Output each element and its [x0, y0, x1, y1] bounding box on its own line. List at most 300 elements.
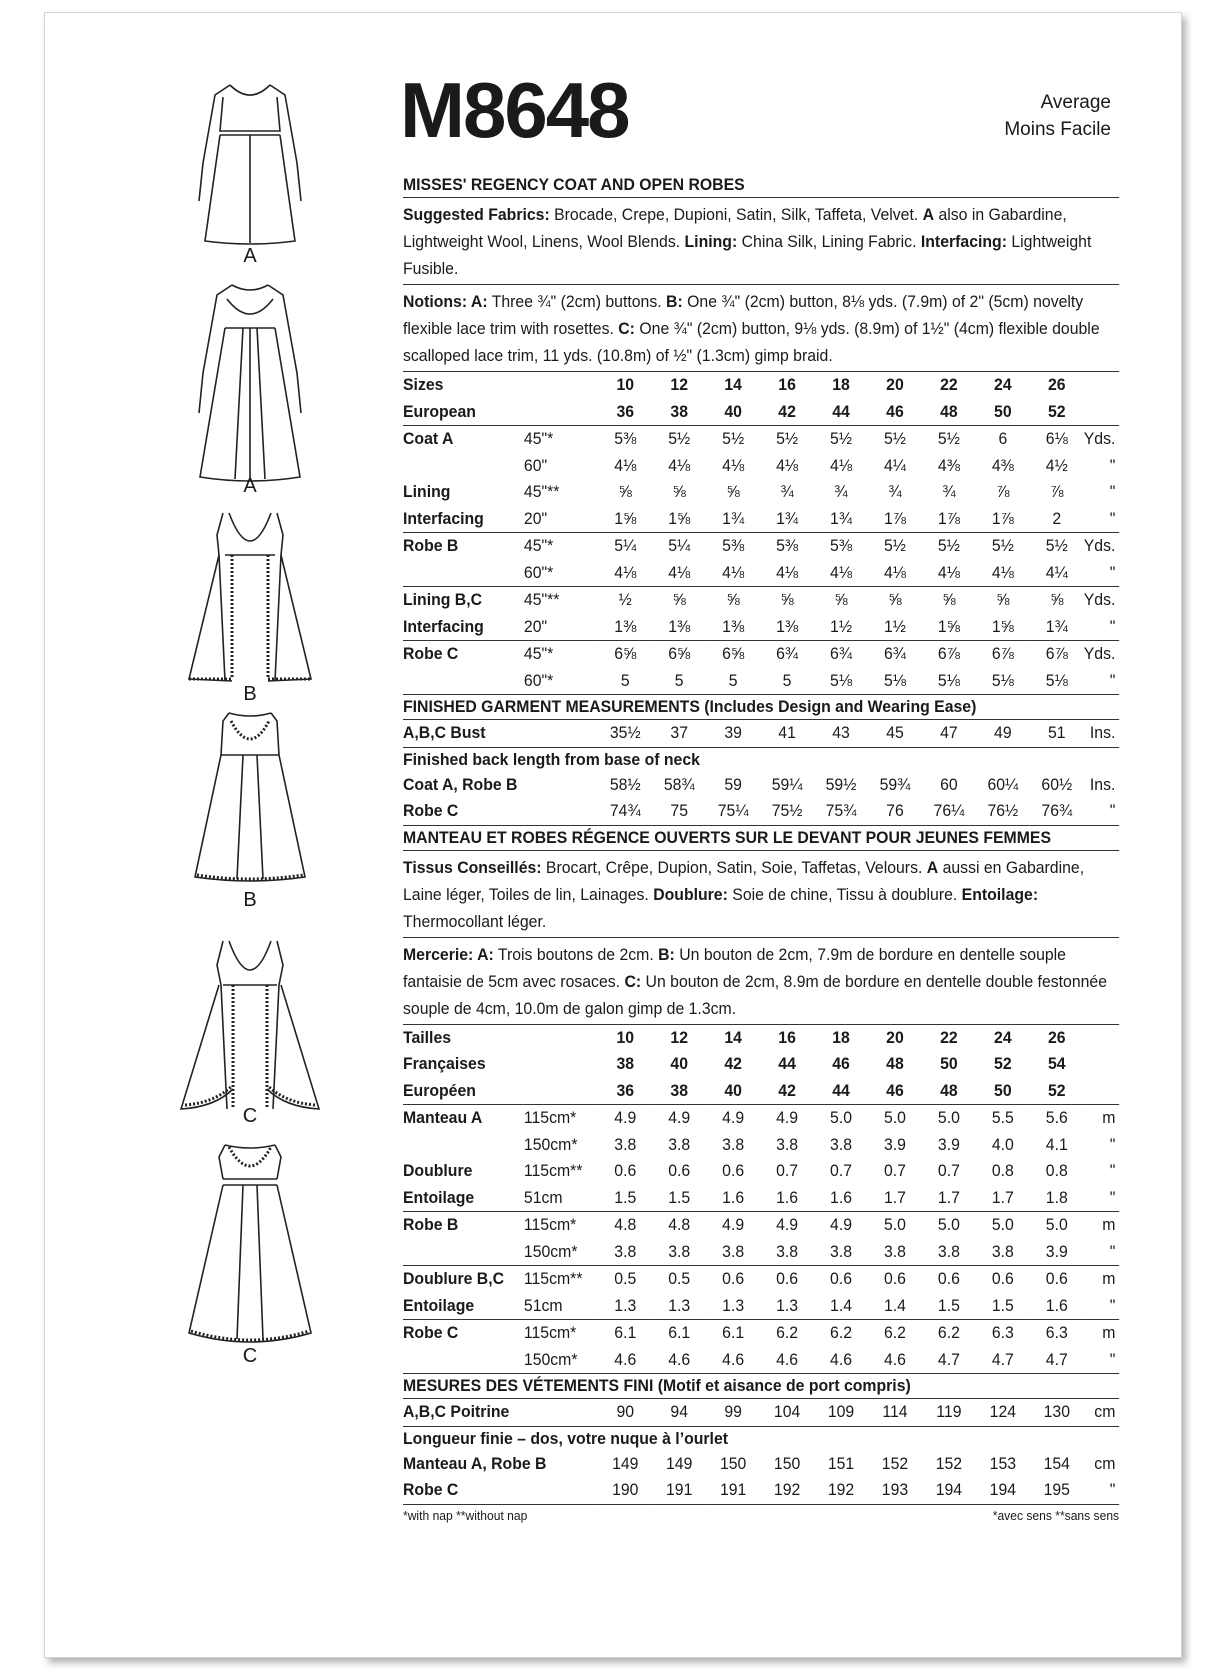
difficulty-english: Average	[1040, 92, 1111, 113]
size-header-row	[403, 1051, 1119, 1078]
yardage-value: 6	[998, 429, 1008, 448]
yardage-value: 1.6	[1030, 1293, 1084, 1320]
measurement-value: 60½	[1041, 774, 1073, 794]
fabric-width: 51cm	[524, 1185, 598, 1212]
yardage-value: 6⅛	[1045, 429, 1068, 448]
measurement-value: 75	[652, 798, 706, 825]
row-label: Robe C	[403, 798, 598, 825]
garment-illustrations	[165, 83, 335, 1403]
unit-label: "	[1084, 1477, 1119, 1504]
yardage-group	[403, 1320, 1119, 1374]
measurement-value: 119	[922, 1399, 976, 1426]
yardage-value: 5.0	[883, 1215, 906, 1234]
pattern-info	[403, 173, 1119, 1525]
measurement-value: 153	[989, 1453, 1017, 1473]
row-label: European	[403, 399, 598, 426]
yardage-value: 5⅛	[922, 668, 976, 695]
english-notions	[403, 285, 1119, 372]
notions-text: Un bouton de 2cm, 8.9m de bordure en dentelle double festonnée souple de 4cm, 10.0m de galon gimp de 1.3cm.	[403, 971, 1108, 1018]
yardage-value: 6.2	[937, 1323, 960, 1342]
yardage-value: 6.3	[991, 1323, 1014, 1342]
yardage-value: 1¾	[1030, 614, 1084, 641]
yardage-value: 4⅛	[722, 455, 745, 475]
view-c-label: C:	[624, 971, 642, 991]
yardage-value: 5⅛	[868, 668, 922, 695]
unit-label: Yds.	[1083, 590, 1116, 609]
yardage-value: 5⅜	[722, 536, 745, 555]
measurement-value: 49	[976, 720, 1030, 747]
measurement-value: 190	[598, 1477, 652, 1504]
yardage-value: 1.3	[706, 1293, 760, 1320]
measurement-value: 124	[976, 1399, 1030, 1426]
notions-text: One ¾" (2cm) button, 9⅛ yds. (8.9m) of 1½" (4cm) flexible double scalloped lace trim, 11 yds. (10.8m) of ½" (1.3cm) gimp braid.	[403, 319, 1100, 365]
yardage-value: 6.1	[614, 1323, 637, 1342]
yardage-row	[403, 1347, 1119, 1374]
yardage-row	[403, 506, 1119, 533]
unit-label: "	[1109, 1134, 1116, 1154]
yardage-value: 5	[760, 668, 814, 695]
fabric-width: 115cm*	[523, 1323, 577, 1342]
yardage-value: 4¼	[1030, 560, 1084, 587]
yardage-value: ⅝	[1050, 590, 1064, 609]
unit-label: Yds.	[1083, 429, 1116, 448]
yardage-value: 0.7	[830, 1161, 853, 1180]
yardage-row	[403, 1185, 1119, 1212]
yardage-value: 4⅛	[868, 560, 922, 587]
yardage-value: 5½	[668, 429, 691, 448]
row-label: Européen	[403, 1078, 598, 1105]
measurement-value: 76¼	[922, 798, 976, 825]
size-value: 46	[832, 1054, 850, 1073]
unit-label: Ins.	[1084, 720, 1119, 747]
yardage-value: 3.9	[937, 1134, 960, 1154]
fabric-width: 20"	[524, 506, 598, 533]
notions-text: Three ¾" (2cm) buttons.	[487, 292, 667, 311]
measurement-value: 60¼	[987, 774, 1019, 794]
yardage-value: 2	[1030, 506, 1084, 533]
fabrics-text: Soie de chine, Tissu à doublure.	[727, 884, 962, 904]
yardage-value: 4⅛	[760, 560, 814, 587]
yardage-value: 0.8	[1045, 1161, 1068, 1180]
unit-label: "	[1084, 560, 1119, 587]
yardage-value: 4.7	[976, 1347, 1030, 1374]
yardage-value: 4⅛	[614, 455, 637, 475]
measurement-value: 37	[652, 720, 706, 747]
row-label: Interfacing	[403, 614, 524, 641]
size-value: 24	[994, 375, 1012, 394]
size-value: 22	[940, 1027, 958, 1047]
english-back-length-title: Finished back length from base of neck	[403, 749, 700, 769]
size-value: 14	[724, 375, 742, 394]
yardage-value: 5⅜	[776, 536, 799, 555]
yardage-value: ⅝	[672, 590, 686, 609]
yardage-value: 4.9	[614, 1108, 637, 1127]
yardage-value: 3.8	[868, 1239, 922, 1266]
measurement-value: 35½	[598, 720, 652, 747]
unit-label: "	[1084, 798, 1119, 825]
fabric-width: 60"*	[524, 668, 598, 695]
yardage-value: 1⅜	[598, 614, 652, 641]
yardage-row	[403, 426, 1119, 453]
yardage-row	[403, 1266, 1119, 1293]
yardage-value: 1⅝	[598, 506, 652, 533]
yardage-value: 4.9	[722, 1108, 745, 1127]
yardage-value: 1.8	[1030, 1185, 1084, 1212]
fabric-width: 115cm**	[523, 1161, 583, 1180]
yardage-value: 1.5	[976, 1293, 1030, 1320]
yardage-value: 4⅛	[668, 455, 691, 475]
measurement-value: 59¾	[879, 774, 911, 794]
yardage-value: 5.0	[937, 1215, 960, 1234]
fabric-width: 115cm*	[523, 1108, 577, 1127]
yardage-value: 0.7	[883, 1161, 906, 1180]
size-value: 42	[760, 1078, 814, 1105]
english-footnote: *with nap **without nap	[403, 1507, 528, 1523]
measurement-value: 193	[868, 1477, 922, 1504]
measurement-row	[403, 1399, 1119, 1426]
measurement-value: 59½	[825, 774, 857, 794]
french-yardage	[403, 1105, 1119, 1374]
size-value: 40	[706, 1078, 760, 1105]
measurement-value: 58¾	[663, 774, 695, 794]
view-label: C	[242, 1105, 258, 1127]
measurement-value: 90	[598, 1399, 652, 1426]
measurement-value: 94	[652, 1399, 706, 1426]
row-label: Doublure	[403, 1161, 473, 1180]
yardage-value: 5⅜	[830, 536, 853, 555]
fabric-width: 45"**	[523, 482, 560, 501]
yardage-value: ⅝	[942, 590, 956, 609]
yardage-value: 6¾	[883, 644, 906, 663]
row-label	[403, 668, 524, 695]
french-sizes-table	[403, 1025, 1119, 1106]
yardage-value: 0.5	[614, 1269, 637, 1288]
french-title: MANTEAU ET ROBES RÉGENCE OUVERTS SUR LE DEVANT POUR JEUNES FEMMES	[403, 826, 1119, 851]
size-value: 20	[886, 375, 904, 394]
measurement-value: 151	[827, 1453, 855, 1473]
yardage-value: ⅞	[996, 482, 1010, 501]
view-label: B	[243, 683, 257, 705]
yardage-value: 3.8	[776, 1134, 799, 1154]
row-label	[403, 560, 524, 587]
yardage-value: 4.6	[760, 1347, 814, 1374]
measurement-value: 194	[922, 1477, 976, 1504]
size-value: 48	[922, 399, 976, 426]
difficulty-french: Moins Facile	[1004, 119, 1111, 140]
measurement-value: 76½	[976, 798, 1030, 825]
lining-label: Lining:	[684, 232, 738, 251]
yardage-value: 4.9	[776, 1215, 799, 1234]
yardage-value: 3.8	[614, 1134, 637, 1154]
yardage-row	[403, 614, 1119, 641]
unit-cell	[1084, 1051, 1119, 1078]
size-value: 38	[652, 1078, 706, 1105]
yardage-value: 5.0	[830, 1108, 853, 1127]
yardage-value: 5.0	[883, 1108, 906, 1127]
size-value: 22	[940, 375, 958, 394]
size-value: 12	[670, 1027, 689, 1047]
yardage-value: 3.8	[976, 1239, 1030, 1266]
fabric-width: 115cm*	[523, 1215, 577, 1234]
view-c-back-drawing	[175, 1143, 325, 1347]
yardage-value: 4⅛	[706, 560, 760, 587]
unit-label: cm	[1094, 1453, 1116, 1473]
unit-label: m	[1102, 1269, 1116, 1288]
english-suggested-fabrics	[403, 198, 1119, 285]
measurement-row	[403, 798, 1119, 825]
yardage-value: 1.3	[598, 1293, 652, 1320]
yardage-row	[403, 560, 1119, 587]
yardage-value: 4⅛	[814, 560, 868, 587]
measurement-value: 149	[666, 1453, 693, 1473]
yardage-group	[403, 587, 1119, 641]
english-back-length-table	[403, 772, 1119, 826]
measurement-value: 192	[760, 1477, 814, 1504]
fabric-width: 150cm*	[524, 1239, 598, 1266]
yardage-value: 1⅝	[922, 614, 976, 641]
row-label	[403, 1132, 524, 1159]
yardage-value: 5½	[883, 429, 906, 448]
yardage-group	[403, 533, 1119, 587]
row-label: Robe C	[403, 1323, 459, 1342]
yardage-row	[403, 453, 1119, 480]
yardage-value: 3.8	[598, 1239, 652, 1266]
yardage-value: 3.8	[668, 1134, 691, 1154]
measurement-value: 51	[1030, 720, 1084, 747]
yardage-value: 5½	[937, 429, 960, 448]
yardage-value: ⅝	[672, 482, 686, 501]
measurement-value: 104	[760, 1399, 814, 1426]
interfacing-label: Entoilage:	[961, 884, 1039, 904]
view-b-label: B:	[666, 292, 683, 311]
row-label	[403, 1347, 524, 1374]
size-value: 50	[976, 1078, 1030, 1105]
yardage-row	[403, 1212, 1119, 1239]
view-a-back-drawing	[175, 283, 325, 483]
french-back-length-title: Longueur finie – dos, votre nuque à l’ourlet	[403, 1428, 729, 1448]
yardage-group	[403, 1105, 1119, 1212]
yardage-value: 3.8	[830, 1134, 853, 1154]
yardage-value: 3.8	[706, 1239, 760, 1266]
yardage-value: ⅝	[726, 590, 740, 609]
yardage-row	[403, 641, 1119, 668]
yardage-value: 1⅝	[976, 614, 1030, 641]
unit-label: "	[1084, 506, 1119, 533]
yardage-value: 1.6	[706, 1185, 760, 1212]
yardage-value: 6⅝	[668, 644, 691, 663]
view-a-label: A	[922, 205, 935, 224]
yardage-value: 0.6	[614, 1161, 637, 1180]
yardage-row	[403, 1132, 1119, 1159]
yardage-value: ¾	[834, 482, 848, 501]
yardage-value: 5¼	[614, 536, 637, 555]
french-measurements-title: MESURES DES VÉTEMENTS FINI (Motif et aisance de port compris)	[403, 1374, 1119, 1399]
unit-label: Ins.	[1089, 774, 1116, 794]
size-value: 16	[778, 375, 796, 394]
french-notions	[403, 938, 1119, 1025]
size-value: 38	[652, 399, 706, 426]
yardage-value: 1⅜	[652, 614, 706, 641]
yardage-value: 0.6	[1045, 1269, 1068, 1288]
fabric-width: 20"	[524, 614, 598, 641]
french-footnote: *avec sens **sans sens	[992, 1507, 1120, 1523]
yardage-value: 5⅛	[976, 668, 1030, 695]
yardage-value: 4.7	[1030, 1347, 1084, 1374]
measurement-value: 154	[1043, 1453, 1070, 1473]
yardage-value: 4.9	[776, 1108, 799, 1127]
row-label: Manteau A, Robe B	[403, 1453, 547, 1473]
row-label: Robe B	[403, 536, 459, 555]
view-a-label: A	[926, 857, 939, 877]
measurement-row	[403, 772, 1119, 799]
yardage-row	[403, 1105, 1119, 1132]
yardage-value: 1.6	[814, 1185, 868, 1212]
yardage-value: 1.4	[814, 1293, 868, 1320]
unit-label: "	[1084, 1293, 1119, 1320]
yardage-row	[403, 1320, 1119, 1347]
english-measurements-title: FINISHED GARMENT MEASUREMENTS (Includes Design and Wearing Ease)	[403, 695, 1119, 720]
notions-label: Notions: A:	[403, 292, 488, 311]
yardage-value: 4⅛	[830, 455, 853, 475]
yardage-value: 6⅞	[991, 644, 1014, 663]
size-value: 52	[994, 1054, 1012, 1073]
yardage-value: 4.8	[614, 1215, 637, 1234]
size-value: 40	[706, 399, 760, 426]
size-value: 54	[1047, 1054, 1066, 1073]
measurement-value: 74¾	[598, 798, 652, 825]
size-value: 10	[616, 1027, 635, 1047]
yardage-value: 1.4	[868, 1293, 922, 1320]
view-b-front-drawing	[175, 511, 325, 683]
yardage-value: 4⅛	[922, 560, 976, 587]
yardage-value: 1½	[868, 614, 922, 641]
yardage-value: 1¾	[760, 506, 814, 533]
yardage-value: 1.7	[976, 1185, 1030, 1212]
row-label	[403, 1239, 524, 1266]
yardage-value: 5½	[776, 429, 799, 448]
yardage-value: 0.6	[937, 1269, 960, 1288]
unit-label: "	[1084, 1347, 1119, 1374]
yardage-value: 5.0	[1045, 1215, 1068, 1234]
yardage-value: 5½	[991, 536, 1014, 555]
measurement-value: 130	[1030, 1399, 1084, 1426]
yardage-value: 4¼	[883, 455, 906, 475]
yardage-value: 6⅞	[937, 644, 960, 663]
unit-label: "	[1084, 614, 1119, 641]
yardage-value: 1¾	[814, 506, 868, 533]
unit-label: "	[1084, 668, 1119, 695]
unit-label: Yds.	[1083, 644, 1116, 663]
yardage-value: 4⅛	[598, 560, 652, 587]
view-label: A	[243, 245, 257, 267]
yardage-value: 4.6	[652, 1347, 706, 1374]
unit-label: m	[1102, 1323, 1116, 1342]
unit-cell	[1084, 399, 1119, 426]
yardage-value: 4⅛	[652, 560, 706, 587]
yardage-value: 5	[706, 668, 760, 695]
fabrics-label: Tissus Conseillés:	[403, 857, 542, 877]
yardage-value: 0.6	[776, 1269, 799, 1288]
yardage-value: 1⅜	[706, 614, 760, 641]
yardage-row	[403, 533, 1119, 560]
view-label: B	[243, 889, 257, 911]
row-label: Entoilage	[403, 1185, 524, 1212]
measurement-row	[403, 1477, 1119, 1504]
yardage-value: 6¾	[776, 644, 799, 663]
yardage-group	[403, 1266, 1119, 1320]
yardage-value: 4.6	[598, 1347, 652, 1374]
row-label: Doublure B,C	[403, 1269, 505, 1288]
row-label: Lining	[403, 482, 451, 501]
size-header-row	[403, 372, 1119, 399]
yardage-value: 1.3	[760, 1293, 814, 1320]
yardage-value: 3.8	[814, 1239, 868, 1266]
size-value: 50	[940, 1054, 958, 1073]
yardage-group	[403, 641, 1119, 695]
fabrics-text: China Silk, Lining Fabric.	[737, 232, 921, 251]
row-label: Coat A	[403, 429, 454, 448]
unit-label: "	[1084, 1185, 1119, 1212]
view-c-front-drawing	[175, 939, 325, 1115]
yardage-value: 5	[598, 668, 652, 695]
size-value: 38	[616, 1054, 635, 1073]
row-label: A,B,C Bust	[403, 720, 598, 747]
french-bust-table	[403, 1399, 1119, 1427]
measurement-value: 99	[706, 1399, 760, 1426]
measurement-value: 75¾	[814, 798, 868, 825]
size-header-row	[403, 399, 1119, 426]
english-title: MISSES' REGENCY COAT AND OPEN ROBES	[403, 173, 1119, 198]
unit-label: "	[1109, 482, 1116, 501]
size-value: 26	[1047, 1027, 1066, 1047]
row-label: Tailles	[403, 1027, 452, 1047]
yardage-value: 1.5	[922, 1293, 976, 1320]
yardage-value: 1⅝	[652, 506, 706, 533]
yardage-value: 5.0	[991, 1215, 1014, 1234]
size-value: 48	[922, 1078, 976, 1105]
size-value: 14	[724, 1027, 742, 1047]
yardage-value: 5.5	[991, 1108, 1014, 1127]
yardage-value: 5¼	[668, 536, 691, 555]
row-label: Robe B	[403, 1215, 459, 1234]
yardage-value: 1⅞	[868, 506, 922, 533]
yardage-value: 3.9	[1030, 1239, 1084, 1266]
view-label: C	[242, 1345, 258, 1367]
yardage-value: ⅝	[888, 590, 902, 609]
measurement-value: 58½	[609, 774, 641, 794]
yardage-row	[403, 479, 1119, 506]
view-b-back-drawing	[175, 711, 325, 883]
yardage-value: 0.6	[830, 1269, 853, 1288]
yardage-value: 4.6	[706, 1347, 760, 1374]
yardage-value: 6.1	[668, 1323, 691, 1342]
yardage-value: 6⅝	[722, 644, 745, 663]
size-value: 12	[670, 375, 689, 394]
yardage-value: 4⅛	[776, 455, 799, 475]
notions-text: One ¾" (2cm) button, 8⅛ yds. (7.9m) of 2" (5cm) novelty flexible lace trim with rosettes.	[403, 292, 1084, 338]
yardage-value: 0.6	[722, 1161, 745, 1180]
yardage-value: 3.8	[760, 1239, 814, 1266]
size-value: 16	[778, 1027, 796, 1047]
yardage-value: 5⅛	[1030, 668, 1084, 695]
view-label: A	[243, 475, 257, 497]
yardage-value: 1¾	[706, 506, 760, 533]
unit-label: m	[1102, 1215, 1116, 1234]
yardage-value: 4.6	[868, 1347, 922, 1374]
yardage-value: 0.5	[668, 1269, 691, 1288]
row-label: Françaises	[403, 1054, 486, 1073]
fabrics-text: Brocart, Crêpe, Dupion, Satin, Soie, Taffetas, Velours.	[541, 857, 927, 877]
